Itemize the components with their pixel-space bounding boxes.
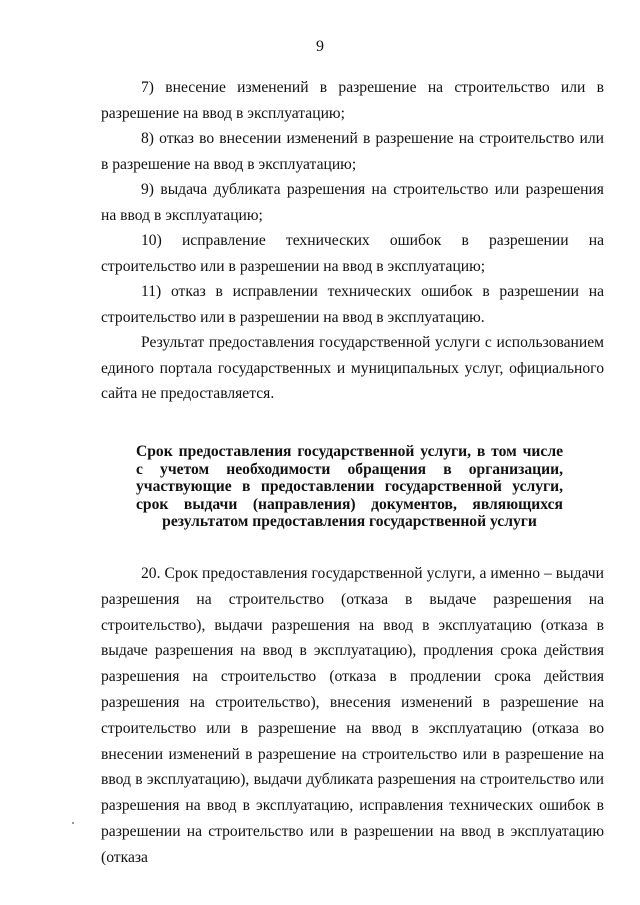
item-list	[101, 75, 604, 407]
heading-line-1: Срок предоставления государственной услуги, в том числе	[136, 443, 563, 460]
heading-line-2: с учетом необходимости обращения в организации,	[136, 460, 563, 478]
result-paragraph: Результат предоставления государственной услуги с использованием единого портала государственных и муниципальных услуг, официального сайта не предоставляется.	[101, 334, 604, 402]
heading-line-3: участвующие в предоставлении государственной услуги,	[136, 478, 563, 495]
heading-line-5: результатом предоставления государственной услуги	[162, 513, 537, 530]
section-20	[101, 561, 604, 871]
list-item-9: 9) выдача дубликата разрешения на строительство или разрешения на ввод в эксплуатацию;	[101, 181, 604, 224]
list-item-11: 11) отказ в исправлении технических ошибок в разрешении на строительство или в разрешении на ввод в эксплуатацию.	[101, 283, 604, 326]
list-item-8: 8) отказ во внесении изменений в разрешение на строительство или в разрешение на ввод в эксплуатацию;	[101, 130, 604, 173]
heading-line-4: срок выдачи (направления) документов, являющихся	[136, 495, 563, 513]
section-heading	[136, 443, 563, 531]
list-item-7: 7) внесение изменений в разрешение на строительство или в разрешение на ввод в эксплуатацию;	[101, 79, 604, 122]
page-number: 9	[316, 38, 324, 55]
scan-speck	[72, 822, 74, 824]
section-20-paragraph: 20. Срок предоставления государственной услуги, а именно – выдачи разрешения на строительство (отказа в выдаче разрешения на строительство), выдачи разрешения на ввод в эксплуатацию (отказа в выдаче разрешения на ввод в эксплуатацию), продления срока действия разрешения на строительство (отказа в продлении срока действия разрешения на строительство), внесения изменений в разрешение на строительство или в разрешение на ввод в эксплуатацию (отказа во внесении изменений в разрешение на строительство или в разрешение на ввод в эксплуатацию), выдачи дубликата разрешения на строительство или разрешения на ввод в эксплуатацию, исправления технических ошибок в разрешении на строительство или в разрешении на ввод в эксплуатацию (отказа	[101, 565, 604, 866]
list-item-10: 10) исправление технических ошибок в разрешении на строительство или в разрешении на ввод в эксплуатацию;	[101, 232, 604, 275]
